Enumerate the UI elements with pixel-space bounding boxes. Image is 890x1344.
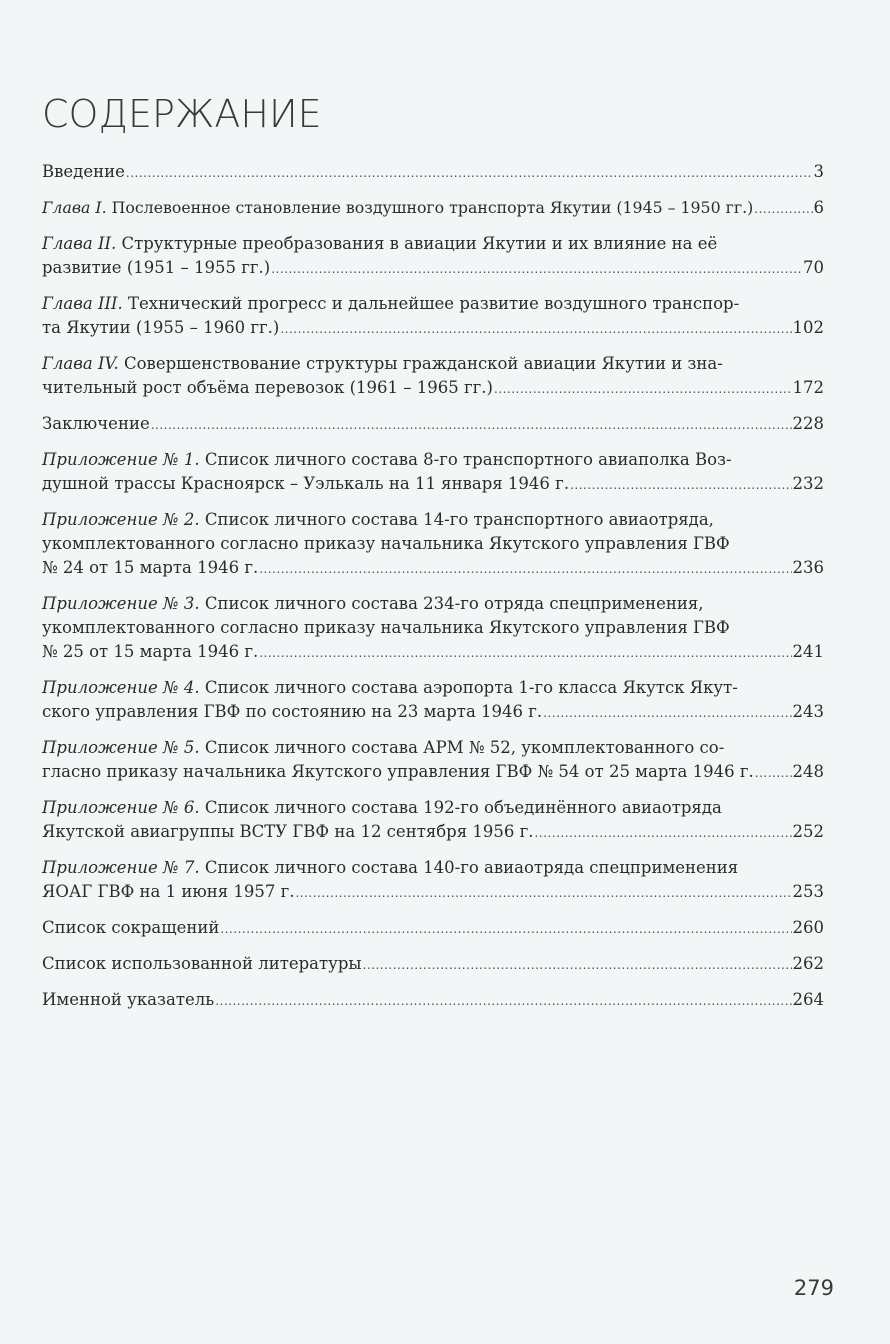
toc-entry-last-line <box>42 556 824 581</box>
toc-entry-text <box>42 640 258 664</box>
toc-entry-last-line <box>42 256 824 281</box>
toc-entry-title: Именной указатель <box>42 990 215 1009</box>
toc-entry-text <box>42 160 125 184</box>
toc-entry-label: Приложение № 2. <box>42 510 200 529</box>
toc-entry-text <box>42 594 704 613</box>
toc-entry <box>42 352 824 401</box>
toc-entry-title: ского управления ГВФ по состоянию на 23 марта 1946 г. <box>42 702 543 721</box>
toc-entry-last-line <box>42 472 824 497</box>
toc-entry-title: гласно приказу начальника Якутского управления ГВФ № 54 от 25 марта 1946 г. <box>42 762 754 781</box>
toc-entry-last-line <box>42 640 824 665</box>
toc-page-number: 252 <box>792 822 824 841</box>
dot-leader <box>754 197 812 221</box>
toc-entry-title: Список сокращений <box>42 918 220 937</box>
toc-entry-text <box>42 354 723 373</box>
page-number: 279 <box>793 1276 834 1300</box>
toc-entry-text <box>42 556 258 580</box>
toc-entry-title: № 25 от 15 марта 1946 г. <box>42 642 259 661</box>
toc-entry-label: Приложение № 4. <box>42 678 200 697</box>
toc-entry-title: Технический прогресс и дальнейшее развитие воздушного транспор- <box>122 294 740 313</box>
toc-entry-last-line <box>42 916 824 941</box>
dot-leader <box>755 761 792 785</box>
toc-entry-last-line <box>42 760 824 785</box>
toc-entry-label: Глава I. <box>42 198 107 217</box>
toc-entry-line <box>42 532 824 556</box>
toc-entry-text <box>42 678 738 697</box>
dot-leader <box>220 917 791 941</box>
dot-leader <box>543 701 791 725</box>
toc-entry <box>42 856 824 905</box>
toc-entry-last-line <box>42 700 824 725</box>
toc-page-number: 253 <box>792 882 824 901</box>
toc-entry <box>42 232 824 281</box>
toc-entry <box>42 292 824 341</box>
toc-entry-title: укомплектованного согласно приказу начальника Якутского управления ГВФ <box>42 534 730 553</box>
toc-entry-text <box>42 510 714 529</box>
dot-leader <box>280 317 791 341</box>
toc-entry-text <box>42 618 730 637</box>
toc-entry-text <box>42 534 730 553</box>
toc-entry-text <box>42 256 270 280</box>
toc-page-number: 232 <box>792 474 824 493</box>
toc-entry-text <box>42 376 493 400</box>
toc-entry-text <box>42 916 219 940</box>
toc-entry-title: душной трассы Красноярск – Уэлькаль на 11 января 1946 г. <box>42 474 570 493</box>
toc-entry-title: № 24 от 15 марта 1946 г. <box>42 558 259 577</box>
dot-leader <box>535 821 792 845</box>
toc-entry-title: та Якутии (1955 – 1960 гг.) <box>42 318 280 337</box>
toc-entry-title: Список личного состава аэропорта 1-го класса Якутск Якут- <box>199 678 738 697</box>
dot-leader <box>295 881 791 905</box>
toc-entry-text <box>42 820 534 844</box>
toc-entry-label: Приложение № 7. <box>42 858 200 877</box>
dot-leader <box>259 557 791 581</box>
dot-leader <box>126 161 813 185</box>
toc-entry-last-line <box>42 316 824 341</box>
toc-entry-title: Список личного состава 14-го транспортного авиаотряда, <box>199 510 714 529</box>
toc-entry-text <box>42 798 722 817</box>
toc-entry-title: Список использованной литературы <box>42 954 362 973</box>
toc-entry-title: Совершенствование структуры гражданской авиации Якутии и зна- <box>118 354 723 373</box>
toc-entry-line <box>42 292 824 316</box>
toc-entry-text <box>42 234 717 253</box>
toc-entry-last-line <box>42 880 824 905</box>
toc-entry-text <box>42 412 150 436</box>
toc-entry-text <box>42 988 214 1012</box>
toc-entry-text <box>42 450 732 469</box>
toc-page-number: 262 <box>792 954 824 973</box>
toc-page-number: 264 <box>792 990 824 1009</box>
toc-entry <box>42 736 824 785</box>
dot-leader <box>151 413 792 437</box>
table-of-contents <box>42 160 824 1024</box>
toc-entry-line <box>42 676 824 700</box>
dot-leader <box>570 473 791 497</box>
dot-leader <box>363 953 792 977</box>
toc-entry-text <box>42 196 753 220</box>
toc-entry-line <box>42 592 824 616</box>
toc-page-number: 228 <box>792 414 824 433</box>
toc-entry <box>42 448 824 497</box>
toc-entry <box>42 412 824 437</box>
toc-entry-label: Приложение № 3. <box>42 594 200 613</box>
toc-entry-line <box>42 856 824 880</box>
toc-entry-title: Введение <box>42 162 125 181</box>
toc-entry-title: Список личного состава 192-го объединённого авиаотряда <box>199 798 722 817</box>
toc-entry-label: Приложение № 5. <box>42 738 200 757</box>
toc-entry-title: чительный рост объёма перевозок (1961 – 1965 гг.) <box>42 378 493 397</box>
toc-entry <box>42 988 824 1013</box>
toc-entry-title: Заключение <box>42 414 150 433</box>
toc-entry-line <box>42 448 824 472</box>
toc-entry-line <box>42 352 824 376</box>
toc-entry-label: Глава IV. <box>42 354 119 373</box>
toc-entry-title: Структурные преобразования в авиации Якутии и их влияние на её <box>116 234 718 253</box>
toc-page-number: 248 <box>792 762 824 781</box>
toc-page-number: 236 <box>792 558 824 577</box>
toc-entry-label: Приложение № 6. <box>42 798 200 817</box>
toc-page-number: 172 <box>792 378 824 397</box>
toc-entry-label: Глава III. <box>42 294 123 313</box>
toc-page-number: 70 <box>803 258 824 277</box>
toc-entry-text <box>42 472 569 496</box>
toc-page-number: 241 <box>792 642 824 661</box>
toc-entry <box>42 592 824 665</box>
toc-entry-title: Список личного состава 234-го отряда спецприменения, <box>199 594 704 613</box>
toc-entry-last-line <box>42 196 824 221</box>
toc-entry-last-line <box>42 160 824 185</box>
toc-entry-text <box>42 738 724 757</box>
toc-entry-text <box>42 294 739 313</box>
toc-page-number: 6 <box>813 198 824 217</box>
toc-entry-title: Послевоенное становление воздушного транспорта Якутии (1945 – 1950 гг.) <box>106 198 754 217</box>
dot-leader <box>271 257 802 281</box>
toc-entry-title: Список личного состава АРМ № 52, укомплектованного со- <box>199 738 725 757</box>
toc-entry-title: укомплектованного согласно приказу начальника Якутского управления ГВФ <box>42 618 730 637</box>
toc-page-number: 3 <box>813 162 824 181</box>
toc-entry <box>42 160 824 185</box>
toc-entry <box>42 508 824 581</box>
toc-entry-line <box>42 508 824 532</box>
toc-entry-label: Глава II. <box>42 234 117 253</box>
toc-entry-title: Список личного состава 140-го авиаотряда спецприменения <box>199 858 739 877</box>
toc-entry-last-line <box>42 988 824 1013</box>
toc-entry <box>42 952 824 977</box>
toc-entry-line <box>42 616 824 640</box>
toc-entry <box>42 196 824 221</box>
toc-entry-line <box>42 796 824 820</box>
toc-entry-line <box>42 232 824 256</box>
toc-entry <box>42 676 824 725</box>
page-title: СОДЕРЖАНИЕ <box>42 92 322 136</box>
toc-entry-text <box>42 880 294 904</box>
toc-entry-last-line <box>42 952 824 977</box>
toc-entry-title: Якутской авиагруппы ВСТУ ГВФ на 12 сентября 1956 г. <box>42 822 534 841</box>
toc-entry <box>42 916 824 941</box>
toc-entry-last-line <box>42 412 824 437</box>
dot-leader <box>494 377 792 401</box>
toc-entry-text <box>42 952 362 976</box>
toc-page-number: 260 <box>792 918 824 937</box>
toc-entry-line <box>42 736 824 760</box>
toc-entry-last-line <box>42 820 824 845</box>
dot-leader <box>215 989 791 1013</box>
toc-entry-last-line <box>42 376 824 401</box>
toc-entry-text <box>42 858 738 877</box>
toc-entry <box>42 796 824 845</box>
toc-entry-text <box>42 760 754 784</box>
toc-entry-title: развитие (1951 – 1955 гг.) <box>42 258 271 277</box>
toc-page-number: 243 <box>792 702 824 721</box>
toc-page-number: 102 <box>792 318 824 337</box>
toc-entry-label: Приложение № 1. <box>42 450 200 469</box>
toc-entry-title: ЯОАГ ГВФ на 1 июня 1957 г. <box>42 882 295 901</box>
toc-entry-text <box>42 700 542 724</box>
toc-entry-text <box>42 316 279 340</box>
toc-entry-title: Список личного состава 8-го транспортного авиаполка Воз- <box>199 450 732 469</box>
dot-leader <box>259 641 791 665</box>
